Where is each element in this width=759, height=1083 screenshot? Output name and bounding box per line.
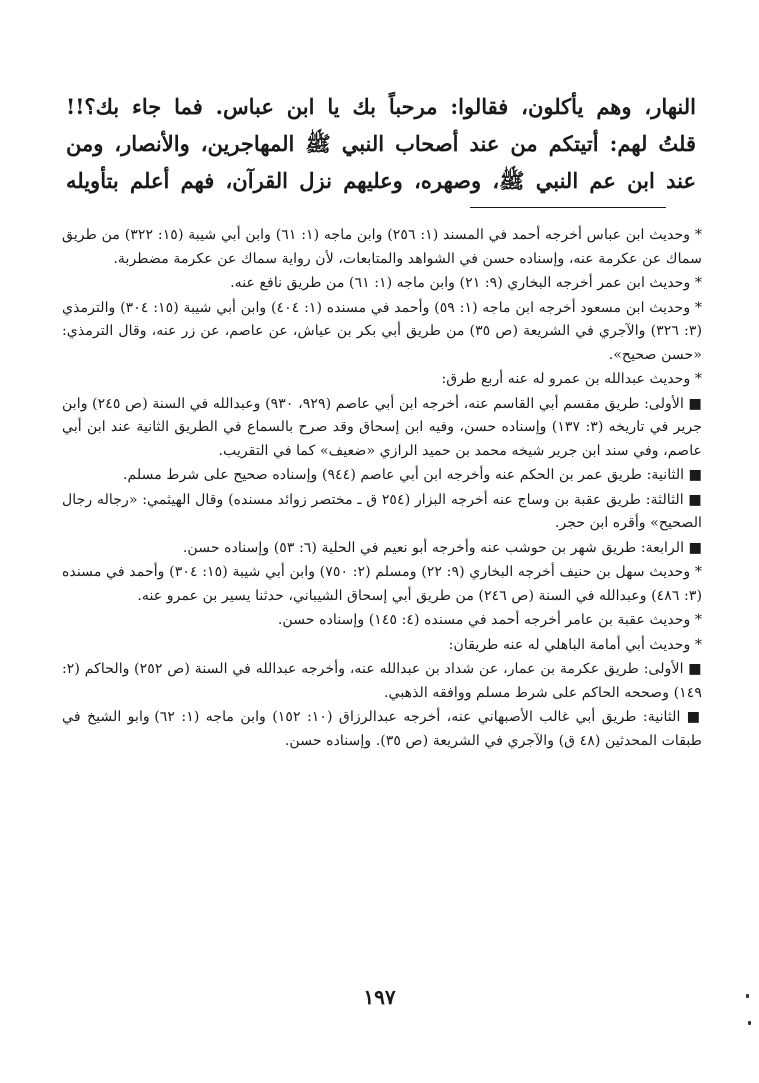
footnotes-block [62,224,702,754]
footnote-path-4: ■ الرابعة: طريق شهر بن حوشب عنه وأخرجه أبو نعيم في الحلية (٦: ٥٣) وإسناده حسن. [182,539,702,556]
scan-speck [746,994,749,998]
footnote-ibn-masud: * وحديث ابن مسعود أخرجه ابن ماجه (١: ٥٩) وأحمد في مسنده (١: ٤٠٤) وابن أبي شيبة (١٥: ٣٠٤) والترمذي (٣: ٣٢٦) والآجري في الشريعة (ص ٣٥) من طريق أبي بكر بن عياش، عن عاصم، عن زر عنه، وقال الترمذي: «حسن صحيح». [62,299,702,363]
footnote-path-3: ■ الثالثة: طريق عقبة بن وساج عنه أخرجه البزار (٢٥٤ ق ـ مختصر زوائد مسنده) وقال الهيثمي: «رجاله رجال الصحيح» وأقره ابن حجر. [62,491,702,531]
footnote-divider [470,207,666,208]
main-text-block [66,88,696,199]
footnote-abu-umama: * وحديث أبي أمامة الباهلي له عنه طريقان: [448,636,702,653]
page-number: ١٩٧ [363,985,396,1009]
footnote-ibn-umar: * وحديث ابن عمر أخرجه البخاري (٩: ٢١) وابن ماجه (١: ٦١) من طريق نافع عنه. [230,275,702,291]
footnote-uqba-ibn-amir: * وحديث عقبة بن عامر أخرجه أحمد في مسنده (٤: ١٤٥) وإسناده حسن. [277,612,702,628]
main-text-line: عند ابن عم النبي ﷺ، وصهره، وعليهم نزل القرآن، فهم أعلم بتأويله [66,168,696,193]
main-text-line: النهار، وهم يأكلون، فقالوا: مرحباً بك يا ابن عباس. فما جاء بك؟!! [66,94,696,119]
footnote-path-1: ■ الأولى: طريق مقسم أبي القاسم عنه، أخرجه ابن أبي عاصم (٩٢٩، ٩٣٠) وعبدالله في السنة (ص ٢٤٥) وابن جرير في تاريخه (٣: ١٣٧) وإسناده حسن، وفيه ابن إسحاق وقد صرح بالسماع في الطريق الثانية عند ابن أبي عاصم، وفي سند ابن جرير شيخه محمد بن حميد الرازي «ضعيف» كما في التقريب. [62,395,702,459]
footnote-path-2: ■ الثانية: طريق عمر بن الحكم عنه وأخرجه ابن أبي عاصم (٩٤٤) وإسناده صحيح على شرط مسلم. [122,467,702,483]
scan-speck [748,1021,751,1025]
footnote-abdullah-ibn-amr: * وحديث عبدالله بن عمرو له عنه أربع طرق: [441,371,702,387]
footnote-ibn-abbas: * وحديث ابن عباس أخرجه أحمد في المسند (١: ٢٥٦) وابن ماجه (١: ٦١) وابن أبي شيبة (١٥: ٣٢٢) من طريق سماك عن عكرمة عنه، وإسناده حسن في الشواهد والمتابعات، لأن رواية سماك عن عكرمة مضطربة. [62,227,702,267]
footnote-abu-umama-path-1: ■ الأولى: طريق عكرمة بن عمار، عن شداد بن عبدالله عنه، وأخرجه عبدالله في السنة (ص ٢٥٢) والحاكم (٢: ١٤٩) وصححه الحاكم على شرط مسلم ووافقه الذهبي. [62,661,702,701]
footnote-sahl-ibn-hunaif: * وحديث سهل بن حنيف أخرجه البخاري (٩: ٢٢) ومسلم (٢: ٧٥٠) وابن أبي شيبة (١٥: ٣٠٤) وأحمد في مسنده (٣: ٤٨٦) وعبدالله في السنة (ص ٢٤٦) من طريق أبي إسحاق الشيباني، حدثنا يسير بن عمرو عنه. [62,564,703,604]
main-text-line: قلتُ لهم: أتيتكم من عند أصحاب النبي ﷺ المهاجرين، والأنصار، ومن [66,131,696,156]
footnote-abu-umama-path-2: ■ الثانية: طريق أبي غالب الأصبهاني عنه، أخرجه عبدالرزاق (١٠: ١٥٢) وابن ماجه (١: ٦٢) وابو الشيخ في طبقات المحدثين (٤٨ ق) والآجري في الشريعة (ص ٣٥). وإسناده حسن. [62,709,703,749]
